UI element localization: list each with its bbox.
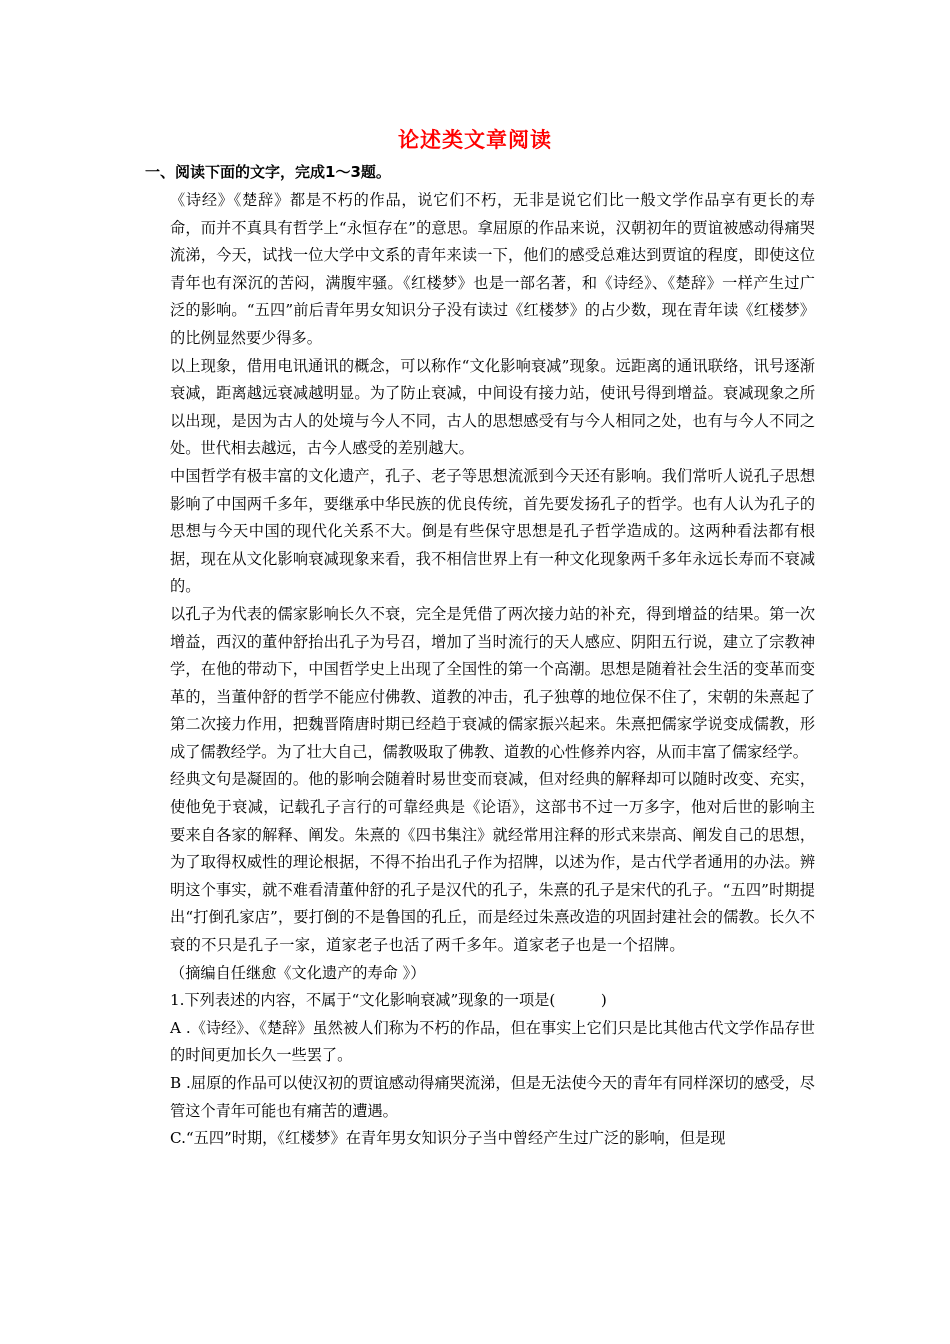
question-1-option-c: C.“五四”时期，《红楼梦》在青年男女知识分子当中曾经产生过广泛的影响，但是现 [170, 1129, 726, 1148]
article-body [170, 187, 815, 1153]
source-citation: （摘编自任继愈《文化遗产的寿命 》） [170, 963, 426, 982]
question-1-option-a: A .《诗经》、《楚辞》虽然被人们称为不朽的作品，但在事实上它们只是比其他古代文学作品存世的时间更加长久一些罢了。 [170, 1018, 815, 1065]
question-1-stem: 1.下列表述的内容，不属于“文化影响衰减”现象的一项是( ) [170, 991, 607, 1010]
paragraph-2: 以上现象，借用电讯通讯的概念，可以称作“文化影响衰减”现象。远距离的通讯联络，讯号逐渐衰减，距离越远衰减越明显。为了防止衰减，中间设有接力站，使讯号得到增益。衰减现象之所以出现，是因为古人的处境与今人不同，古人的思想感受有与今人相同之处，也有与今人不同之处。世代相去越远，古今人感受的差别越大。 [170, 356, 815, 458]
question-1-option-b: B .屈原的作品可以使汉初的贾谊感动得痛哭流涕，但是无法使今天的青年有同样深切的感受，尽管这个青年可能也有痛苦的遭遇。 [170, 1074, 815, 1120]
paragraph-5 [170, 766, 815, 987]
section-heading: 一、阅读下面的文字，完成1～3题。 [145, 163, 391, 181]
paragraph-3: 中国哲学有极丰富的文化遗产，孔子、老子等思想流派到今天还有影响。我们常听人说孔子思想影响了中国两千多年，要继承中华民族的优良传统，首先要发扬孔子的哲学。也有人认为孔子的思想与今天中国的现代化关系不大。倒是有些保守思想是孔子哲学造成的。这两种看法都有根据，现在从文化影响衰减现象来看，我不相信世界上有一种文化现象两千多年永远长寿而不衰减的。 [170, 466, 815, 596]
paragraph-4: 以孔子为代表的儒家影响长久不衰，完全是凭借了两次接力站的补充，得到增益的结果。第一次增益，西汉的董仲舒抬出孔子为号召，增加了当时流行的天人感应、阴阳五行说，建立了宗教神学，在他的带动下，中国哲学史上出现了全国性的第一个高潮。思想是随着社会生活的变革而变革的，当董仲舒的哲学不能应付佛教、道教的冲击，孔子独尊的地位保不住了，宋朝的朱熹起了第二次接力作用，把魏晋隋唐时期已经趋于衰减的儒家振兴起来。朱熹把儒家学说变成儒教，形成了儒教经学。为了壮大自己，儒教吸取了佛教、道教的心性修养内容，从而丰富了儒家经学。 [170, 604, 815, 761]
paragraph-5-text: 经典文句是凝固的。他的影响会随着时易世变而衰减，但对经典的解释却可以随时改变、充实，使他免于衰减，记载孔子言行的可靠经典是《论语》，这部书不过一万多字，他对后世的影响主要来自各家的解释、阐发。朱熹的《四书集注》就经常用注释的形式来崇高、阐发自己的思想，为了取得权威性的理论根据，不得不抬出孔子作为招牌，以述为作，是古代学者通用的办法。辨明这个事实，就不难看清董仲舒的孔子是汉代的孔子，朱熹的孔子是宋代的孔子。“五四”时期提出“打倒孔家店”，要打倒的不是鲁国的孔丘，而是经过朱熹改造的巩固封建社会的儒教。长久不衰的不只是孔子一家，道家老子也活了两千多年。道家老子也是一个招牌。 [170, 770, 815, 955]
page-title: 论述类文章阅读 [398, 128, 552, 152]
paragraph-1: 《诗经》《楚辞》都是不朽的作品，说它们不朽，无非是说它们比一般文学作品享有更长的寿命，而并不真具有哲学上“永恒存在”的意思。拿屈原的作品来说，汉朝初年的贾谊被感动得痛哭流涕，今天，试找一位大学中文系的青年来读一下，他们的感受总难达到贾谊的程度，即使这位青年也有深沉的苦闷，满腹牢骚。《红楼梦》也是一部名著，和《诗经》、《楚辞》一样产生过广泛的影响。“五四”前后青年男女知识分子没有读过《红楼梦》的占少数，现在青年读《红楼梦》的比例显然要少得多。 [170, 191, 815, 347]
